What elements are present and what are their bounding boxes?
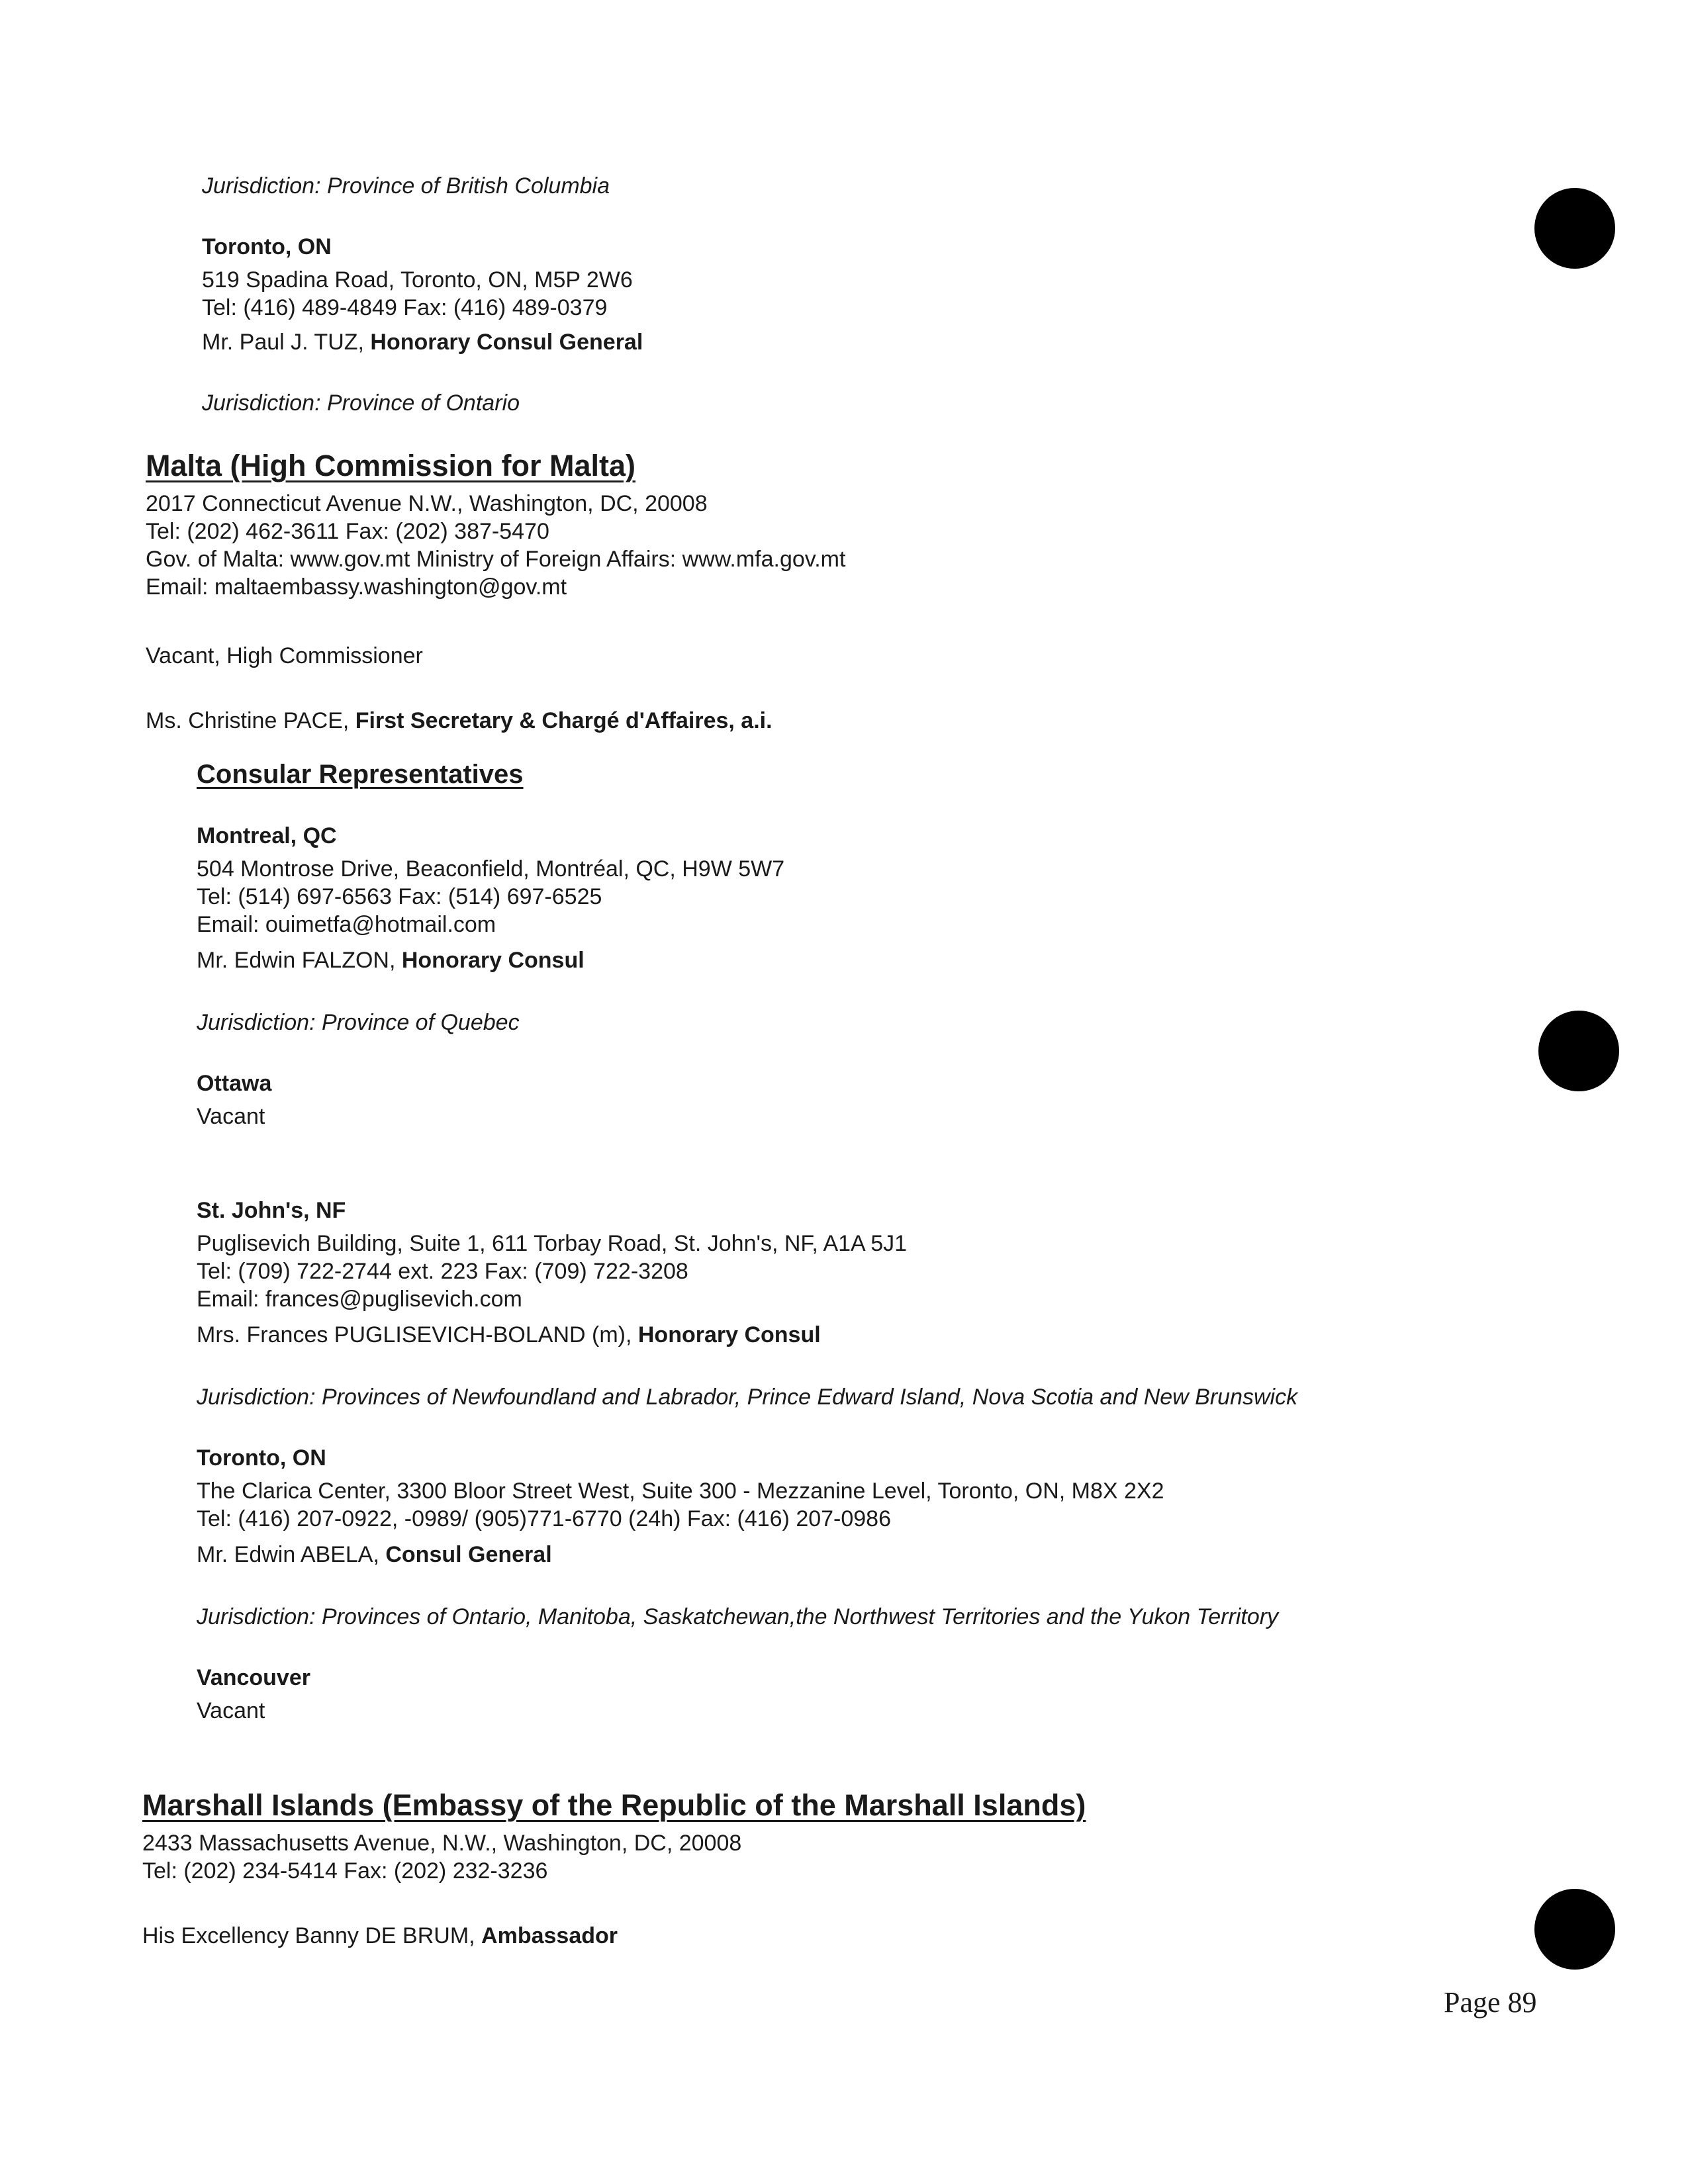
email-st-johns: Email: frances@puglisevich.com xyxy=(197,1287,522,1312)
person-name: Mr. Paul J. TUZ, xyxy=(202,330,371,355)
person-title: Consul General xyxy=(385,1542,552,1567)
person-name: Ms. Christine PACE, xyxy=(146,708,355,733)
jurisdiction-bc: Jurisdiction: Province of British Columbia xyxy=(202,173,610,199)
tel-st-johns: Tel: (709) 722-2744 ext. 223 Fax: (709) 722-3208 xyxy=(197,1259,688,1284)
person-st-johns xyxy=(197,1321,821,1349)
status-vancouver: Vacant xyxy=(197,1698,265,1723)
person-montreal xyxy=(197,946,585,974)
city-label-st-johns: St. John's, NF xyxy=(197,1198,346,1223)
jurisdiction-montreal: Jurisdiction: Province of Quebec xyxy=(197,1010,520,1035)
address-montreal: 504 Montrose Drive, Beaconfield, Montréal, QC, H9W 5W7 xyxy=(197,856,785,882)
person-title: Honorary Consul General xyxy=(370,330,643,355)
jurisdiction-st-johns: Jurisdiction: Provinces of Newfoundland and Labrador, Prince Edward Island, Nova Scotia and New Brunswick xyxy=(197,1385,1298,1410)
person-name: Mrs. Frances PUGLISEVICH-BOLAND (m), xyxy=(197,1322,638,1347)
marshall-ambassador xyxy=(142,1922,618,1950)
person-title: First Secretary & Chargé d'Affaires, a.i. xyxy=(355,708,773,733)
person-name: Mr. Edwin FALZON, xyxy=(197,948,402,973)
person-toronto-1 xyxy=(202,328,643,356)
malta-high-commissioner: Vacant, High Commissioner xyxy=(146,643,423,668)
malta-email: Email: maltaembassy.washington@gov.mt xyxy=(146,574,567,600)
person-name: His Excellency Banny DE BRUM, xyxy=(142,1923,482,1948)
email-montreal: Email: ouimetfa@hotmail.com xyxy=(197,912,496,937)
malta-web: Gov. of Malta: www.gov.mt Ministry of Foreign Affairs: www.mfa.gov.mt xyxy=(146,547,846,572)
jurisdiction-toronto-2: Jurisdiction: Provinces of Ontario, Manitoba, Saskatchewan,the Northwest Territories and the Yukon Territory xyxy=(197,1604,1279,1629)
punch-hole-bottom xyxy=(1534,1889,1615,1970)
city-label-toronto-1: Toronto, ON xyxy=(202,234,332,259)
status-ottawa: Vacant xyxy=(197,1104,265,1129)
city-label-toronto-2: Toronto, ON xyxy=(197,1445,326,1471)
person-name: Mr. Edwin ABELA, xyxy=(197,1542,386,1567)
marshall-tel: Tel: (202) 234-5414 Fax: (202) 232-3236 xyxy=(142,1858,548,1884)
section-heading-marshall-islands: Marshall Islands (Embassy of the Republic of the Marshall Islands) xyxy=(142,1788,1086,1822)
punch-hole-top xyxy=(1534,188,1615,269)
section-heading-malta: Malta (High Commission for Malta) xyxy=(146,449,636,482)
city-label-ottawa: Ottawa xyxy=(197,1071,272,1096)
tel-toronto-2: Tel: (416) 207-0922, -0989/ (905)771-6770 (24h) Fax: (416) 207-0986 xyxy=(197,1506,892,1531)
consular-representatives-heading: Consular Representatives xyxy=(197,760,524,789)
address-st-johns: Puglisevich Building, Suite 1, 611 Torbay Road, St. John's, NF, A1A 5J1 xyxy=(197,1231,908,1256)
person-title: Ambassador xyxy=(481,1923,618,1948)
address-toronto-1: 519 Spadina Road, Toronto, ON, M5P 2W6 xyxy=(202,267,633,293)
punch-hole-middle xyxy=(1538,1011,1619,1091)
malta-address: 2017 Connecticut Avenue N.W., Washington, DC, 20008 xyxy=(146,491,708,516)
tel-toronto-1: Tel: (416) 489-4849 Fax: (416) 489-0379 xyxy=(202,295,608,320)
tel-montreal: Tel: (514) 697-6563 Fax: (514) 697-6525 xyxy=(197,884,602,909)
address-toronto-2: The Clarica Center, 3300 Bloor Street West, Suite 300 - Mezzanine Level, Toronto, ON, M8X 2X2 xyxy=(197,1479,1164,1504)
city-label-vancouver: Vancouver xyxy=(197,1665,310,1690)
page-number: Page 89 xyxy=(1444,1986,1537,2019)
malta-first-secretary xyxy=(146,707,773,735)
person-toronto-2 xyxy=(197,1541,552,1569)
malta-tel: Tel: (202) 462-3611 Fax: (202) 387-5470 xyxy=(146,519,549,544)
person-title: Honorary Consul xyxy=(401,948,585,973)
person-title: Honorary Consul xyxy=(637,1322,821,1347)
jurisdiction-toronto-1: Jurisdiction: Province of Ontario xyxy=(202,390,520,416)
city-label-montreal: Montreal, QC xyxy=(197,823,337,848)
marshall-address: 2433 Massachusetts Avenue, N.W., Washington, DC, 20008 xyxy=(142,1831,742,1856)
